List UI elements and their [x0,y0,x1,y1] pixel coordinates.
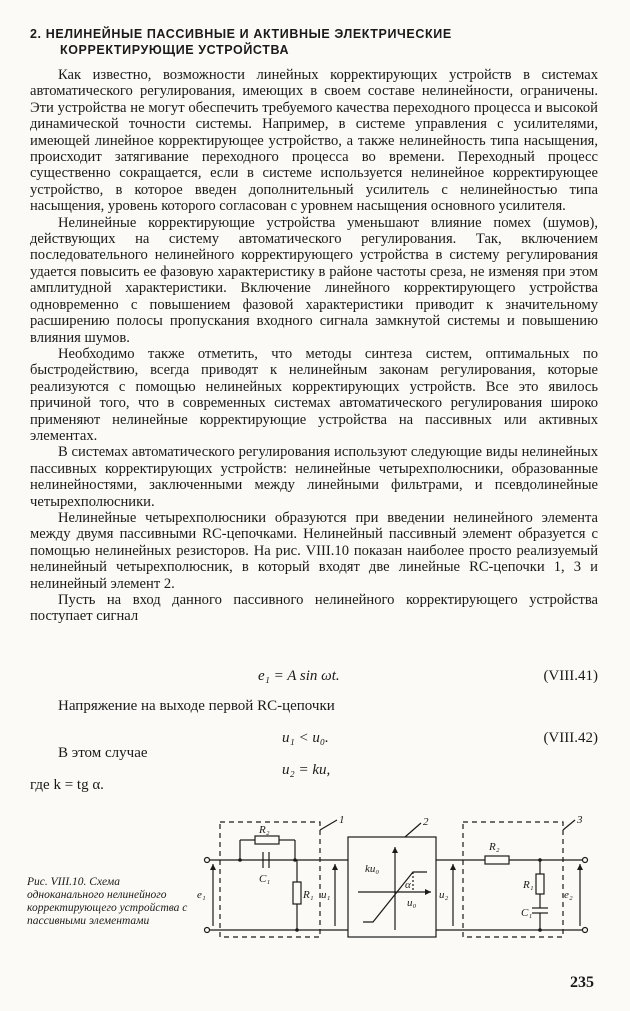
paragraph: Необходимо также отметить, что методы синтеза систем, оптимальных по быстродействию, всегда приводят к нелинейным законам регулирования, которые реализуются с помощью нелинейных корректирующих устройств. Все это явилось причиной того, что в современных системах автоматического регулирования широко применяют нелинейные корректирующие устройства на пассивных или активных элементах. [30,345,598,444]
label-block-3: 3 [577,814,583,826]
case-text: В этом случае [58,745,148,761]
block-2-box [348,837,436,937]
paragraph: Пусть на вход данного пассивного нелинейного корректирующего устройства поступает сигнал [30,592,598,625]
where-text: где k = tg α. [30,777,104,793]
resistor-r2-block3 [485,856,509,864]
heading-line-1: 2. НЕЛИНЕЙНЫЕ ПАССИВНЫЕ И АКТИВНЫЕ ЭЛЕКТРИЧЕСКИЕ [30,27,452,41]
label-u1: u₁ [321,889,331,901]
label-e1: e₁ [197,889,206,901]
paragraph: В системах автоматического регулирования используют следующие виды нелинейных пассивных корректирующих устройств: нелинейные четырехполюсники, образованные нелинейностями, заключенными между линейными фильтрами, и псевдолинейные четырехполюсники. [30,444,598,510]
label-e2: e₂ [564,889,573,901]
equation-formula: u₁ < u₀. [282,730,329,746]
equation-viii-41 [30,668,598,688]
label-r2-block3: R₂ [489,841,500,853]
label-ku0: ku₀ [365,863,380,875]
paragraph: Нелинейные корректирующие устройства уменьшают влияние помех (шумов), действующих на систему автоматического регулирования. Так, включением последовательного нелинейного корректирующего устройства в систему регулирования удается повысить ее фазовую характеристику в районе частоты среза, не изменяя при этом амплитудной характеристики. Включение линейного корректирующего устройства одновременно с повышением фазовой характеристики приводит к значительному расширению полосы пропускания входного сигнала замкнутой системы и повышению влияния шумов. [30,214,598,346]
resistor-r2 [255,836,279,844]
label-r1: R₁ [303,889,314,901]
heading-line-2: КОРРЕКТИРУЮЩИЕ УСТРОЙСТВА [60,43,290,57]
equation-formula: u₂ = ku, [282,762,331,778]
page-number: 235 [570,974,594,991]
block-3-box [463,822,563,937]
label-alpha: α [405,879,411,891]
leader-3 [563,820,575,830]
section-heading [30,26,600,58]
equation-formula: e₁ = A sin ωt. [258,668,340,684]
label-block-2: 2 [423,816,429,828]
label-c1: C₁ [259,873,271,885]
label-u0: u₀ [407,897,417,909]
where-line [30,777,598,797]
body-text [30,67,598,625]
leader-2 [405,823,421,837]
terminal [205,928,210,933]
resistor-r1-block3 [536,874,544,894]
circuit-diagram [195,812,595,942]
label-u2: u₂ [439,889,449,901]
output-text: Напряжение на выходе первой RC-цепочки [58,698,335,714]
paragraph: Как известно, возможности линейных корректирующих устройств в системах автоматического регулирования, имеющих в своем составе нелинейности, ограничены. Эти устройства не могут обеспечить требуемого качества переходного процесса и высокой динамической точности системы. Например, в системе управления с усилителями, имеющей линейное корректирующее устройство, а также нелинейность типа насыщения, происходит затягивание переходного процесса во времени. Переходный процесс существенно сокращается, если в системе используется нелинейное корректирующее устройство, в которое введен дополнительный усилитель с нелинейностью типа насыщения, уровень которого согласован с уровнем насыщения основного усилителя. [30,67,598,215]
label-r1-block3: R₁ [523,879,534,891]
leader-1 [320,820,337,830]
terminal [583,928,588,933]
resistor-r1 [293,882,301,904]
equation-number: (VIII.41) [543,668,598,684]
label-block-1: 1 [339,814,345,826]
equation-number: (VIII.42) [543,730,598,746]
figure-caption: Рис. VIII.10. Схема одноканального нелинейного корректирующего устройства с пассивными элементами [27,876,188,927]
terminal [205,858,210,863]
paragraph: Нелинейные четырехполюсники образуются при введении нелинейного элемента между двумя пассивными RC-цепочками. Нелинейный пассивный элемент образуется с помощью нелинейных резисторов. На рис. VIII.10 показан наиболее просто реализуемый нелинейный четырехполюсник, в который входят две линейные RC-цепочки 1, 3 и нелинейный элемент 2. [30,509,598,592]
label-r2: R₂ [259,824,270,836]
terminal [583,858,588,863]
label-c1-block3: C₁ [521,907,533,919]
output-line [30,698,598,718]
